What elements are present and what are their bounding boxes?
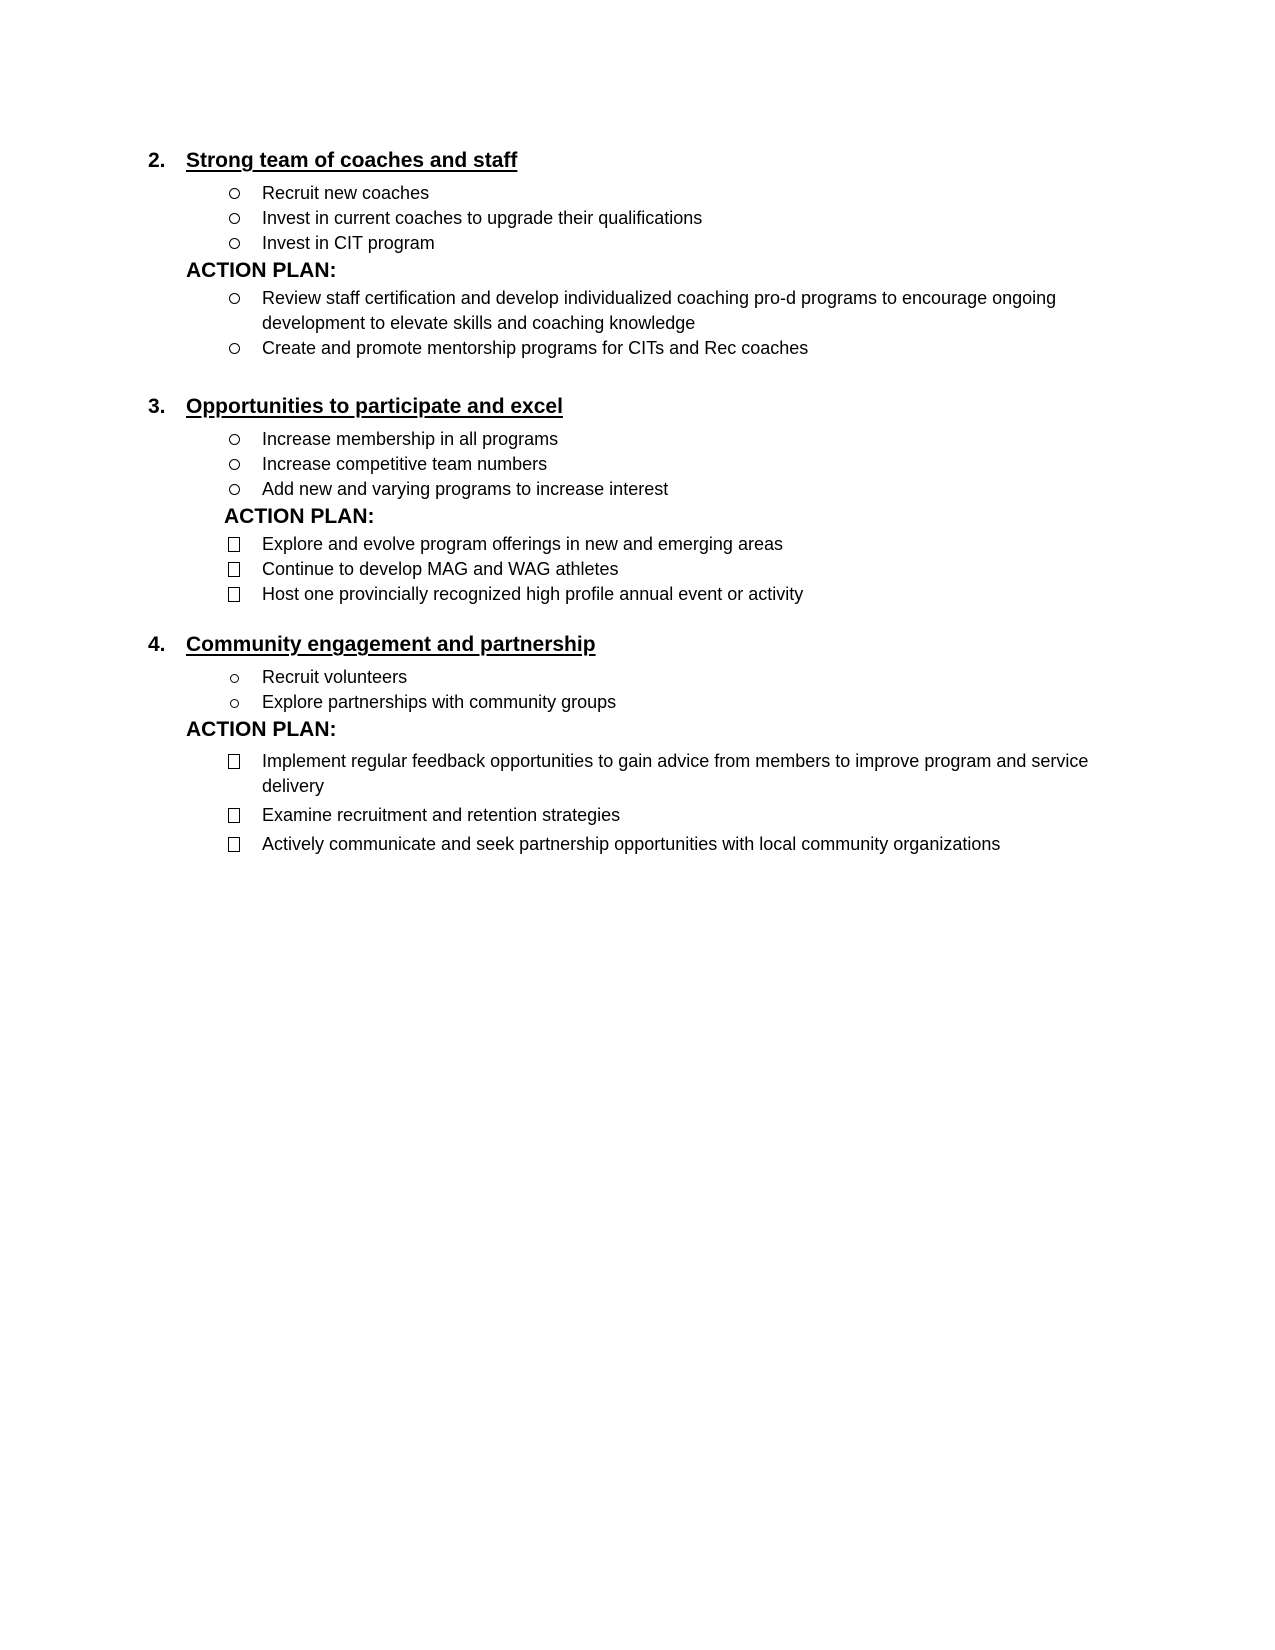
action-plan-label: ACTION PLAN: xyxy=(224,505,375,528)
action-item-text: Review staff certification and develop individualized coaching pro-d programs to encourage ongoing development to elevate skills and coaching knowledge xyxy=(262,288,1057,333)
circle-bullet-icon xyxy=(224,286,244,311)
list-item-text: Increase membership in all programs xyxy=(262,429,559,449)
action-item xyxy=(148,749,1148,799)
action-item-text: Create and promote mentorship programs for CITs and Rec coaches xyxy=(262,338,809,358)
circle-bullet-icon xyxy=(224,336,244,361)
list-item-text: Increase competitive team numbers xyxy=(262,454,548,474)
box-bullet-icon xyxy=(224,582,244,609)
section-title: Strong team of coaches and staff xyxy=(186,149,518,172)
circle-bullet-icon xyxy=(224,452,244,477)
list-item xyxy=(148,452,1148,477)
circle-bullet-icon xyxy=(224,477,244,502)
list-item-text: Add new and varying programs to increase interest xyxy=(262,479,669,499)
list-item xyxy=(148,477,1148,502)
list-item-text: Recruit volunteers xyxy=(262,667,408,687)
section-number: 2. xyxy=(148,149,166,172)
action-item-text: Implement regular feedback opportunities to gain advice from members to improve program and service delivery xyxy=(262,751,1089,796)
circle-bullet-icon xyxy=(224,427,244,452)
section-heading xyxy=(148,395,1148,427)
circle-bullet-icon xyxy=(224,665,244,689)
section-title: Community engagement and partnership xyxy=(186,633,596,656)
section-heading xyxy=(148,633,1148,665)
list-item xyxy=(148,181,1148,206)
list-item xyxy=(148,665,1148,690)
action-item xyxy=(148,336,1148,361)
action-plan-label: ACTION PLAN: xyxy=(186,718,337,741)
list-item xyxy=(148,427,1148,452)
list-item xyxy=(148,206,1148,231)
circle-bullet-icon xyxy=(224,690,244,714)
action-item-text: Actively communicate and seek partnership opportunities with local community organizations xyxy=(262,834,1001,854)
action-item-text: Host one provincially recognized high profile annual event or activity xyxy=(262,584,804,604)
circle-bullet-icon xyxy=(224,181,244,206)
circle-bullet-icon xyxy=(224,206,244,231)
list-item xyxy=(148,231,1148,256)
box-bullet-icon xyxy=(224,557,244,584)
section-number: 3. xyxy=(148,395,166,418)
box-bullet-icon xyxy=(224,532,244,559)
section-participate-excel xyxy=(148,395,1148,607)
list-item xyxy=(148,690,1148,715)
list-item-text: Recruit new coaches xyxy=(262,183,430,203)
action-item-text: Continue to develop MAG and WAG athletes xyxy=(262,559,619,579)
section-community xyxy=(148,633,1148,857)
list-item-text: Invest in CIT program xyxy=(262,233,435,253)
action-item-text: Explore and evolve program offerings in new and emerging areas xyxy=(262,534,783,554)
action-item xyxy=(148,286,1148,336)
action-item xyxy=(148,532,1148,557)
box-bullet-icon xyxy=(224,803,244,830)
list-item-text: Invest in current coaches to upgrade their qualifications xyxy=(262,208,703,228)
section-heading xyxy=(148,149,1148,181)
box-bullet-icon xyxy=(224,832,244,859)
action-item xyxy=(148,832,1148,857)
action-item-text: Examine recruitment and retention strategies xyxy=(262,805,621,825)
box-bullet-icon xyxy=(224,749,244,776)
action-plan-label: ACTION PLAN: xyxy=(186,259,337,282)
section-coaches-staff xyxy=(148,149,1148,361)
section-number: 4. xyxy=(148,633,166,656)
action-item xyxy=(148,557,1148,582)
action-item xyxy=(148,582,1148,607)
action-item xyxy=(148,803,1148,828)
section-title: Opportunities to participate and excel xyxy=(186,395,563,418)
circle-bullet-icon xyxy=(224,231,244,256)
list-item-text: Explore partnerships with community groups xyxy=(262,692,617,712)
